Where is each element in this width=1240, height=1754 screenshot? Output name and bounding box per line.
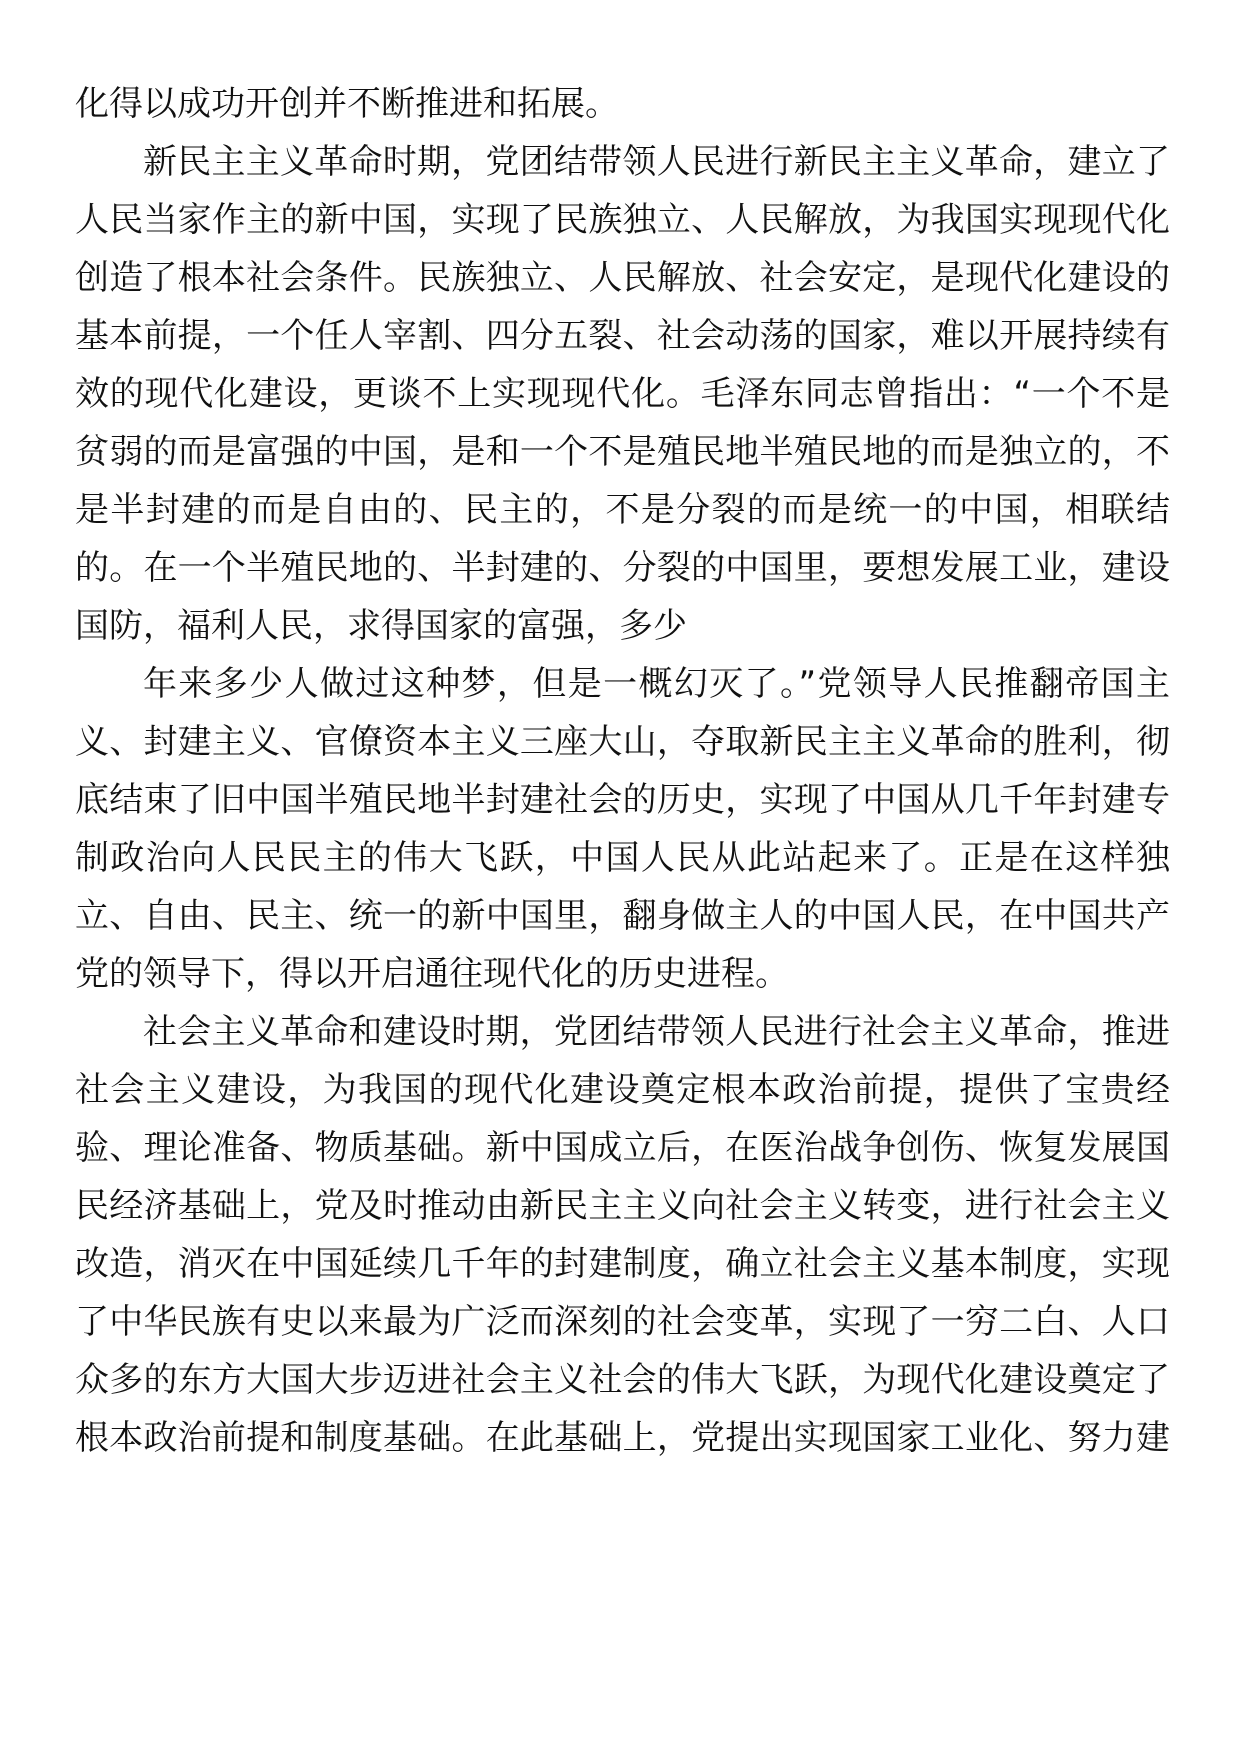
text-line: 民经济基础上，党及时推动由新民主主义向社会主义转变，进行社会主义: [75, 1186, 1170, 1226]
text-line: 制政治向人民民主的伟大飞跃，中国人民从此站起来了。正是在这样独: [75, 838, 1170, 878]
text-line: 社会主义建设，为我国的现代化建设奠定根本政治前提，提供了宝贵经: [75, 1070, 1170, 1110]
text-line: 众多的东方大国大步迈进社会主义社会的伟大飞跃，为现代化建设奠定了: [75, 1360, 1170, 1400]
text-line: 化得以成功开创并不断推进和拓展。: [75, 84, 619, 124]
text-line: 效的现代化建设，更谈不上实现现代化。毛泽东同志曾指出：“一个不是: [75, 374, 1170, 414]
paragraph-first-line: 社会主义革命和建设时期，党团结带领人民进行社会主义革命，推进: [143, 1012, 1170, 1052]
text-line: 人民当家作主的新中国，实现了民族独立、人民解放，为我国实现现代化: [75, 200, 1170, 240]
text-line: 创造了根本社会条件。民族独立、人民解放、社会安定，是现代化建设的: [75, 258, 1170, 298]
paragraph-first-line: 年来多少人做过这种梦，但是一概幻灭了。”党领导人民推翻帝国主: [143, 664, 1170, 704]
text-line: 的。在一个半殖民地的、半封建的、分裂的中国里，要想发展工业，建设: [75, 548, 1170, 588]
text-line: 了中华民族有史以来最为广泛而深刻的社会变革，实现了一穷二白、人口: [75, 1302, 1170, 1342]
text-line: 是半封建的而是自由的、民主的，不是分裂的而是统一的中国，相联结: [75, 490, 1170, 530]
text-line: 根本政治前提和制度基础。在此基础上，党提出实现国家工业化、努力建: [75, 1418, 1170, 1458]
text-line: 国防，福利人民，求得国家的富强，多少: [75, 606, 687, 646]
text-line: 义、封建主义、官僚资本主义三座大山，夺取新民主主义革命的胜利，彻: [75, 722, 1170, 762]
text-line: 立、自由、民主、统一的新中国里，翻身做主人的中国人民，在中国共产: [75, 896, 1170, 936]
text-line: 改造，消灭在中国延续几千年的封建制度，确立社会主义基本制度，实现: [75, 1244, 1170, 1284]
paragraph-first-line: 新民主主义革命时期，党团结带领人民进行新民主主义革命，建立了: [143, 142, 1170, 182]
text-line: 党的领导下，得以开启通往现代化的历史进程。: [75, 954, 789, 994]
text-line: 贫弱的而是富强的中国，是和一个不是殖民地半殖民地的而是独立的，不: [75, 432, 1170, 472]
text-line: 底结束了旧中国半殖民地半封建社会的历史，实现了中国从几千年封建专: [75, 780, 1170, 820]
text-line: 验、理论准备、物质基础。新中国成立后，在医治战争创伤、恢复发展国: [75, 1128, 1170, 1168]
text-line: 基本前提，一个任人宰割、四分五裂、社会动荡的国家，难以开展持续有: [75, 316, 1170, 356]
